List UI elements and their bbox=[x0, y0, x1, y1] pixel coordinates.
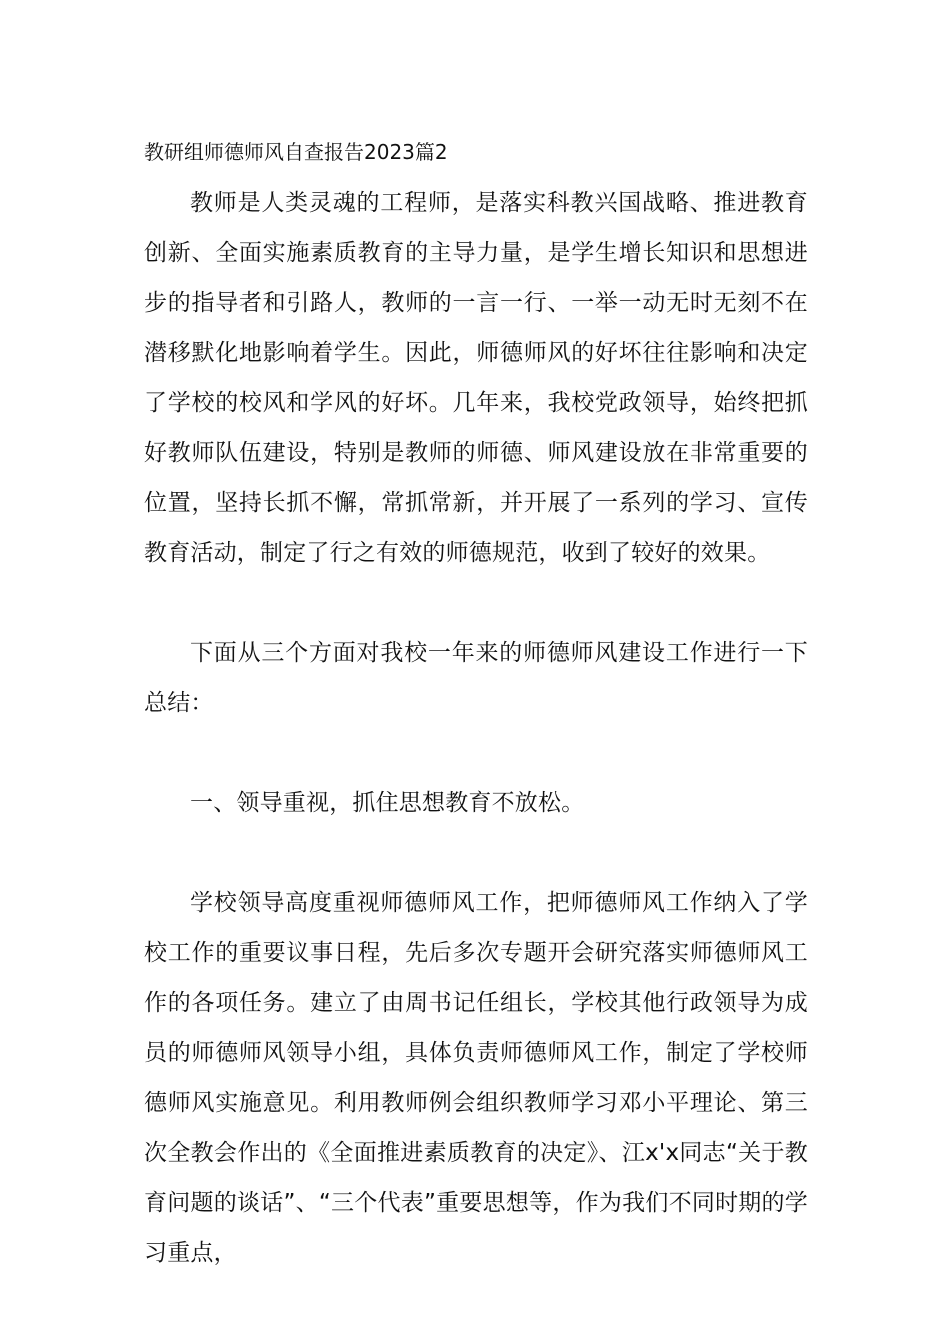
section-heading-1: 一、领导重视，抓住思想教育不放松。 bbox=[190, 790, 585, 816]
paragraph-summary-lead: 下面从三个方面对我校一年来的师德师风建设工作进行一下总结： bbox=[144, 640, 808, 716]
paragraph-gap bbox=[144, 828, 808, 878]
paragraph-gap bbox=[144, 578, 808, 628]
document-title: 教研组师德师风自查报告2023篇2 bbox=[144, 140, 448, 164]
paragraph-gap bbox=[144, 728, 808, 778]
paragraph-leadership: 学校领导高度重视师德师风工作，把师德师风工作纳入了学校工作的重要议事日程，先后多次专题开会研究落实师德师风工作的各项任务。建立了由周书记任组长，学校其他行政领导为成员的师德师风领导小组，具体负责师德师风工作，制定了学校师德师风实施意见。利用教师例会组织教师学习邓小平理论、第三次全教会作出的《全面推进素质教育的决定》、江x'x同志“关于教育问题的谈话”、“三个代表”重要思想等，作为我们不同时期的学习重点， bbox=[144, 890, 808, 1266]
paragraph-intro: 教师是人类灵魂的工程师，是落实科教兴国战略、推进教育创新、全面实施素质教育的主导力量，是学生增长知识和思想进步的指导者和引路人，教师的一言一行、一举一动无时无刻不在潜移默化地影响着学生。因此，师德师风的好坏往往影响和决定了学校的校风和学风的好坏。几年来，我校党政领导，始终把抓好教师队伍建设，特别是教师的师德、师风建设放在非常重要的位置，坚持长抓不懈，常抓常新，并开展了一系列的学习、宣传教育活动，制定了行之有效的师德规范，收到了较好的效果。 bbox=[144, 190, 808, 566]
document-page bbox=[144, 134, 808, 1278]
